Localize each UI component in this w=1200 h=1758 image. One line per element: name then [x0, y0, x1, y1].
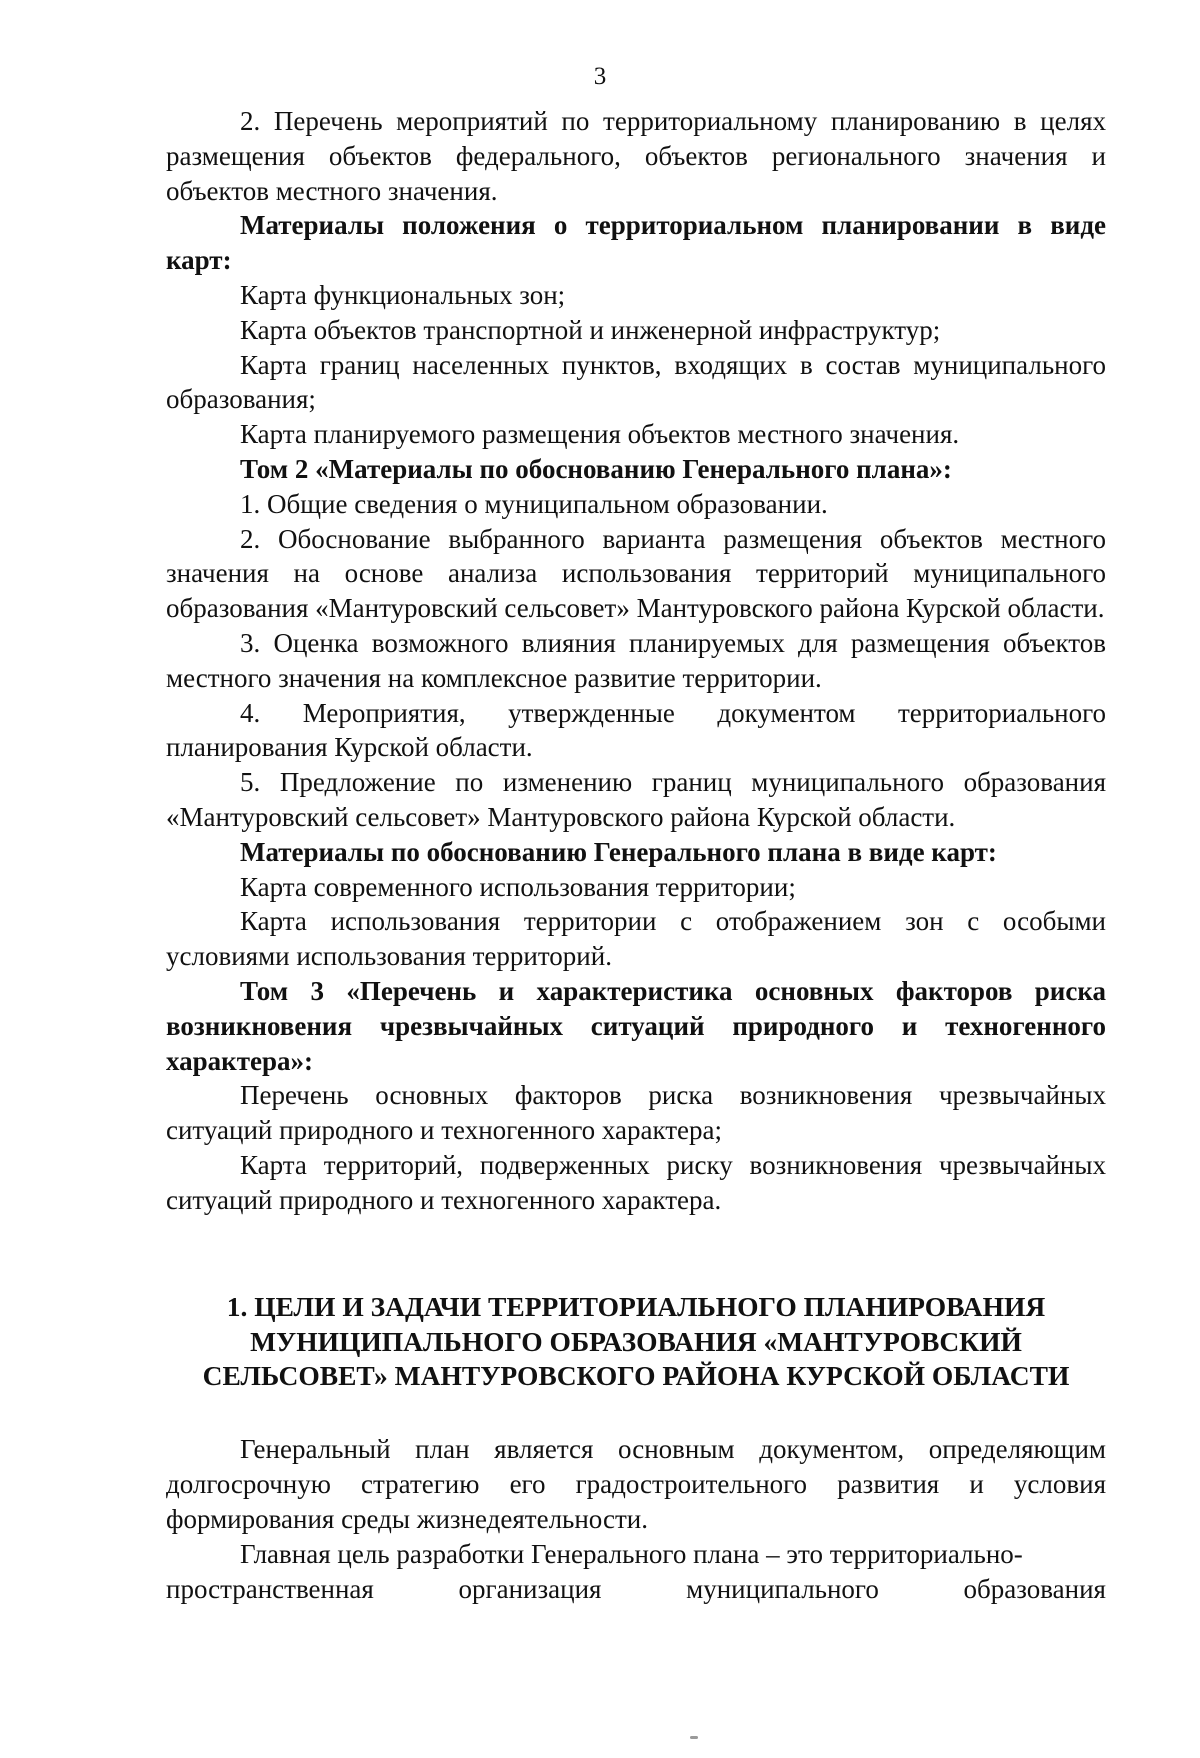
heading-maps-materials: Материалы положения о территориальном планировании в виде карт: [166, 210, 1106, 276]
section-body [166, 1432, 1106, 1607]
paragraph-special-zones-map: Карта использования территории с отображением зон с особыми условиями использования территорий. [166, 906, 1106, 972]
paragraph-impact-assessment: 3. Оценка возможного влияния планируемых для размещения объектов местного значения на комплексное развитие территории. [166, 627, 1106, 693]
scan-speck [690, 1736, 698, 1739]
section-heading-line-3: СЕЛЬСОВЕТ» МАНТУРОВСКОГО РАЙОНА КУРСКОЙ ОБЛАСТИ [202, 1360, 1070, 1391]
word: образования [963, 1574, 1106, 1604]
paragraph-infrastructure-map: Карта объектов транспортной и инженерной инфраструктур; [240, 314, 941, 345]
document-body [166, 104, 1106, 1218]
word: муниципального [686, 1574, 879, 1604]
section-heading-line-2: МУНИЦИПАЛЬНОГО ОБРАЗОВАНИЯ «МАНТУРОВСКИЙ [250, 1325, 1022, 1357]
section-heading [166, 1290, 1106, 1394]
paragraph-planned-objects-map: Карта планируемого размещения объектов местного значения. [240, 419, 960, 450]
paragraph-settlement-borders-map: Карта границ населенных пунктов, входящих в состав муниципального образования; [166, 349, 1106, 415]
paragraph-border-proposal: 5. Предложение по изменению границ муниципального образования «Мантуровский сельсовет» Мантуровского района Курской области. [166, 767, 1106, 832]
paragraph-functional-zones-map: Карта функциональных зон; [240, 279, 566, 310]
paragraph-approved-events: 4. Мероприятия, утвержденные документом территориального планирования Курской области. [166, 697, 1106, 763]
heading-justification-maps: Материалы по обоснованию Генерального плана в виде карт: [240, 836, 997, 867]
paragraph-risk-territories-map: Карта территорий, подверженных риску возникновения чрезвычайных ситуаций природного и техногенного характера. [166, 1149, 1106, 1215]
paragraph-risk-factors-list: Перечень основных факторов риска возникновения чрезвычайных ситуаций природного и техногенного характера; [166, 1080, 1106, 1146]
paragraph-current-use-map: Карта современного использования территории; [240, 871, 796, 902]
page-number: 3 [593, 63, 607, 90]
paragraph-main-goal-continuation [166, 1572, 1106, 1607]
paragraph-main-goal: Главная цель разработки Генерального плана – это территориально- [240, 1539, 1023, 1569]
section-heading-line-1: 1. ЦЕЛИ И ЗАДАЧИ ТЕРРИТОРИАЛЬНОГО ПЛАНИРОВАНИЯ [226, 1291, 1046, 1322]
paragraph-events-list: 2. Перечень мероприятий по территориальному планированию в целях размещения объектов федерального, объектов регионального значения и объектов местного значения. [166, 106, 1106, 206]
heading-volume-3: Том 3 «Перечень и характеристика основных факторов риска возникновения чрезвычайных ситуаций природного и техногенного характера»: [166, 975, 1106, 1076]
heading-volume-2: Том 2 «Материалы по обоснованию Генерального плана»: [240, 453, 952, 484]
word: пространственная [166, 1574, 374, 1604]
word: организация [458, 1574, 602, 1604]
paragraph-justification: 2. Обоснование выбранного варианта размещения объектов местного значения на основе анализа использования территорий муниципального образования «Мантуровский сельсовет» Мантуровского района Курской области. [166, 523, 1106, 624]
paragraph-general-info: 1. Общие сведения о муниципальном образовании. [240, 488, 828, 519]
paragraph-general-plan-definition: Генеральный план является основным документом, определяющим долгосрочную стратегию его градостроительного развития и условия формирования среды жизнедеятельности. [166, 1434, 1106, 1534]
